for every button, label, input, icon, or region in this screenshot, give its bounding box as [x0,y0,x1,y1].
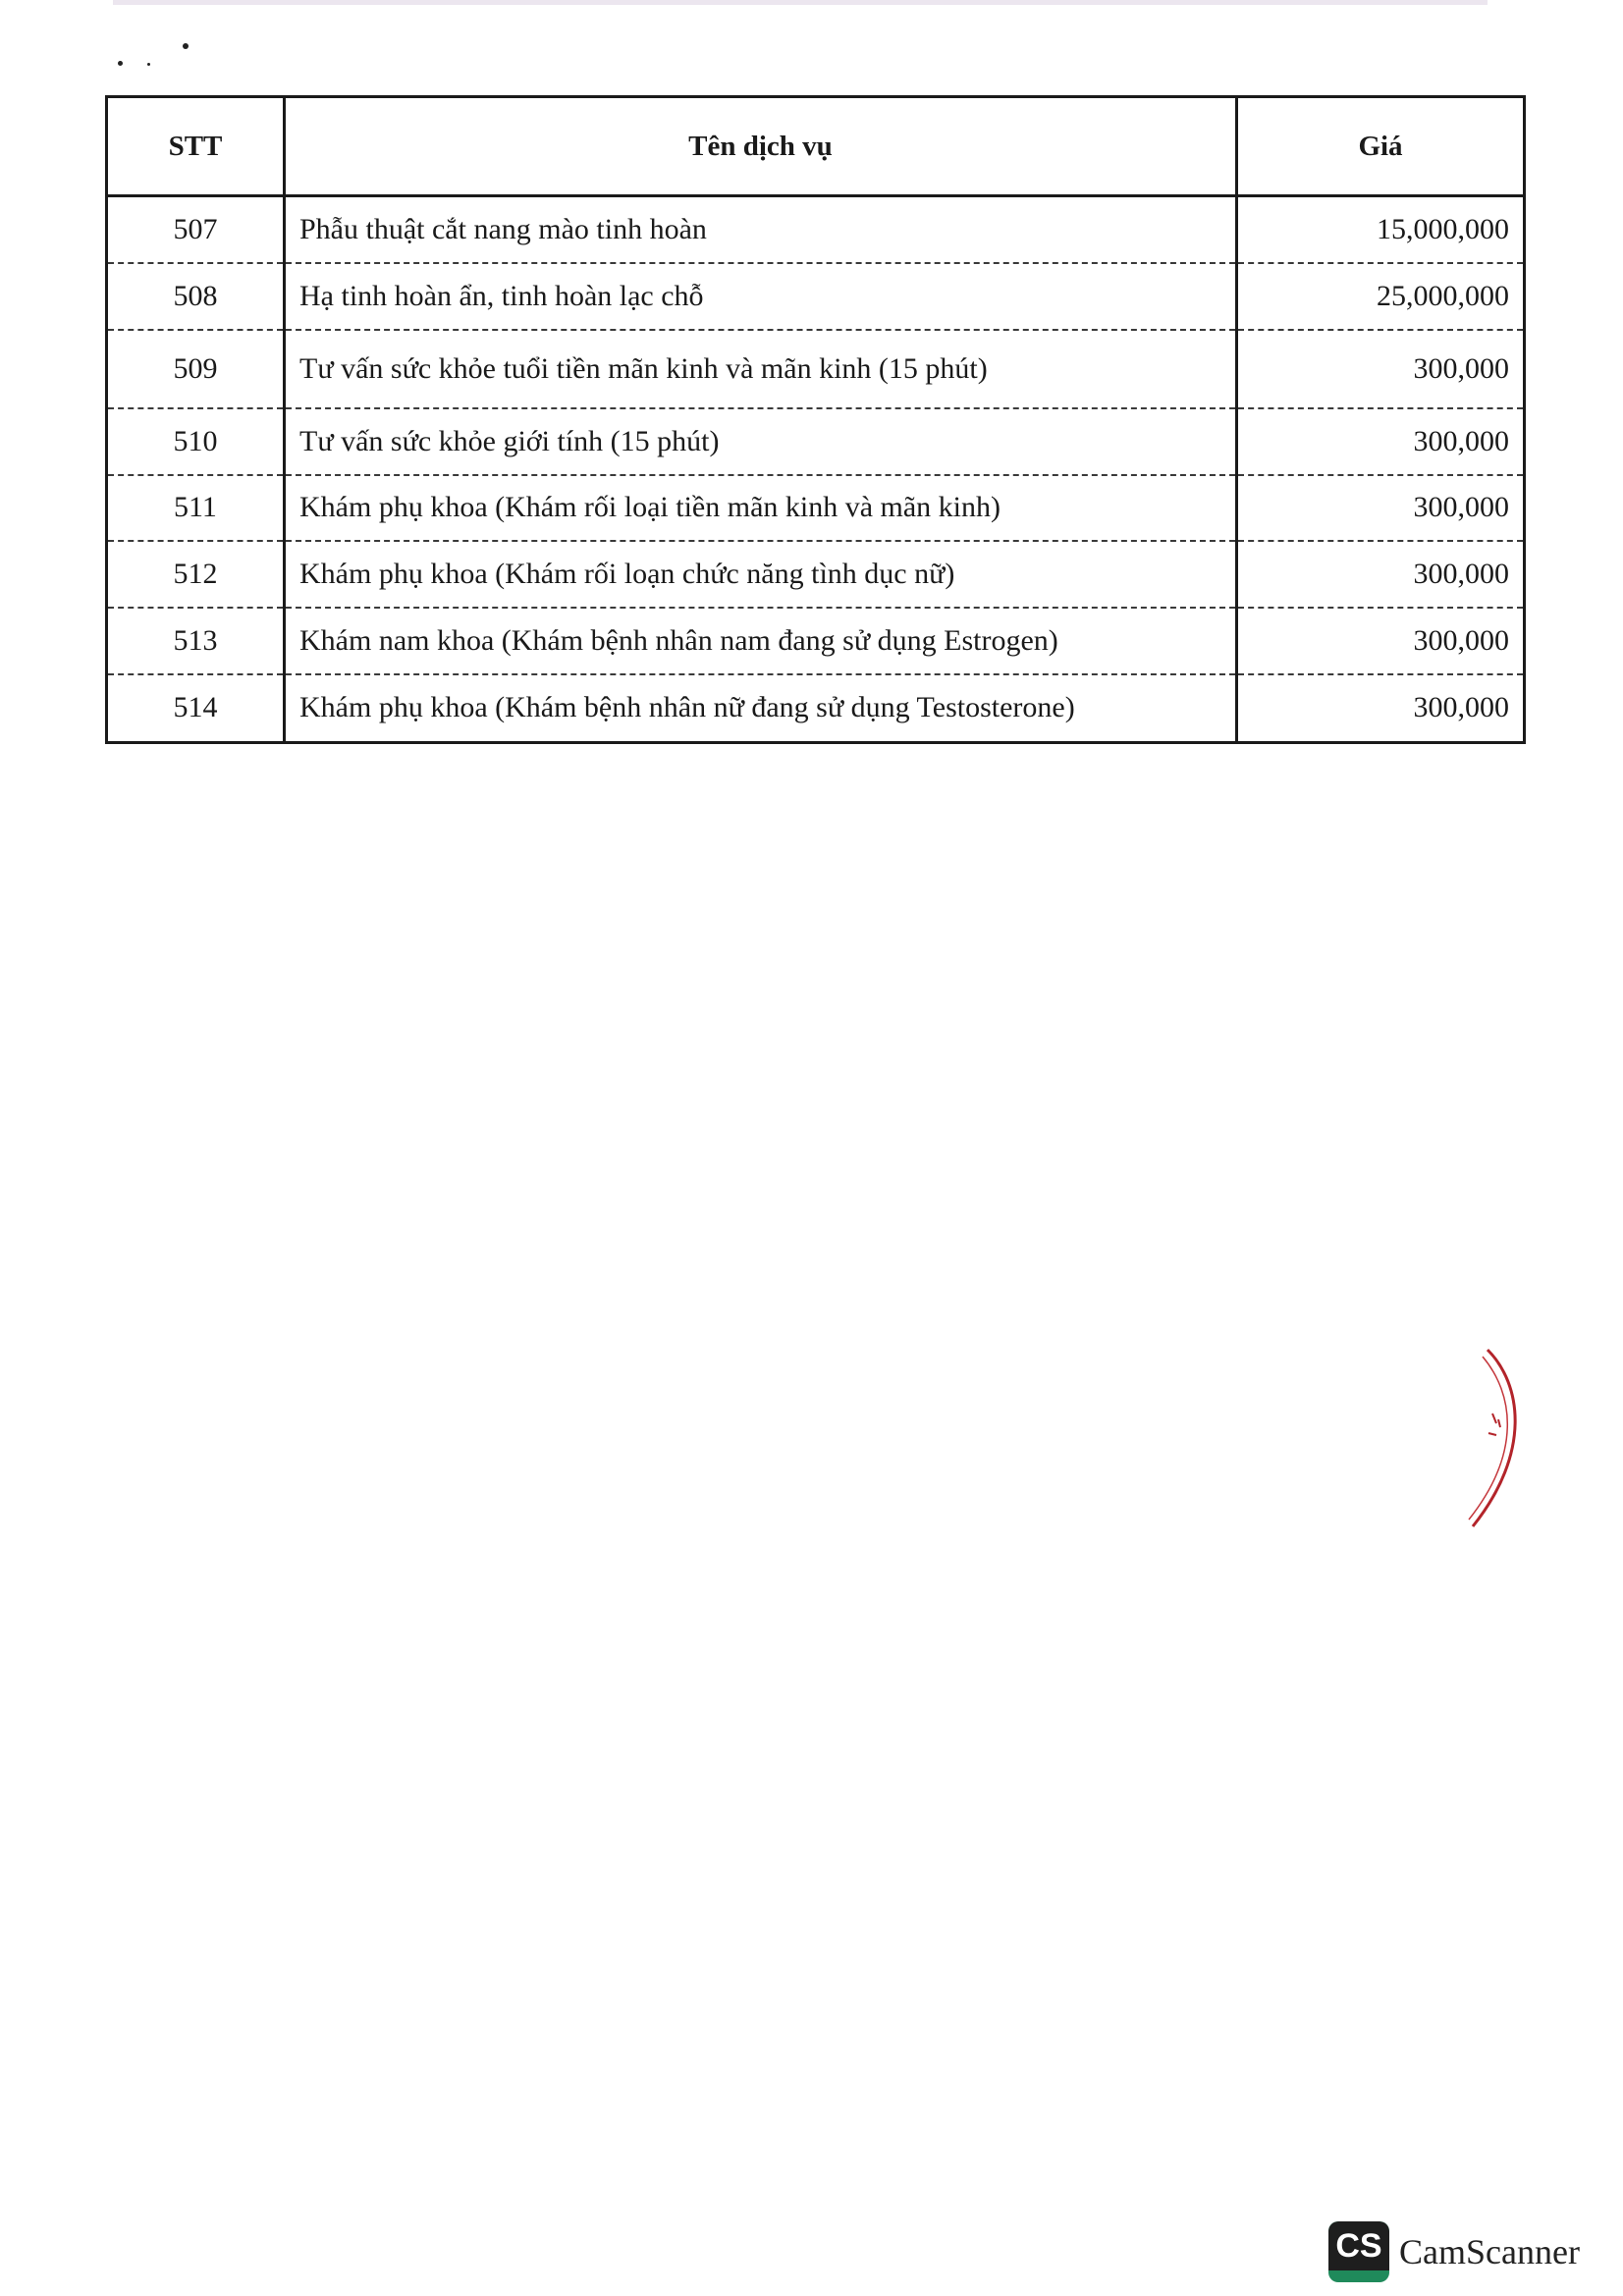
row-price: 300,000 [1237,408,1525,475]
row-service-name: Khám phụ khoa (Khám rối loạn chức năng tình dục nữ) [285,541,1237,608]
header-price: Giá [1237,97,1525,196]
row-price: 15,000,000 [1237,196,1525,263]
row-price: 300,000 [1237,330,1525,408]
row-service-name: Hạ tinh hoàn ẩn, tinh hoàn lạc chỗ [285,263,1237,330]
row-price: 300,000 [1237,674,1525,743]
table-row [107,475,1525,541]
row-service-name: Phẫu thuật cắt nang mào tinh hoàn [285,196,1237,263]
row-price: 25,000,000 [1237,263,1525,330]
row-service-name: Khám phụ khoa (Khám rối loại tiền mãn kinh và mãn kinh) [285,475,1237,541]
scan-top-edge [113,0,1488,5]
table-row [107,408,1525,475]
row-service-name: Khám phụ khoa (Khám bệnh nhân nữ đang sử dụng Testosterone) [285,674,1237,743]
header-stt: STT [107,97,285,196]
table-row [107,196,1525,263]
row-service-name: Khám nam khoa (Khám bệnh nhân nam đang sử dụng Estrogen) [285,608,1237,674]
camscanner-watermark [1328,2221,1580,2282]
table-row [107,263,1525,330]
row-price: 300,000 [1237,608,1525,674]
row-stt: 509 [107,330,285,408]
row-stt: 511 [107,475,285,541]
speck [183,43,189,49]
red-stamp-fragment [1453,1345,1542,1541]
row-stt: 512 [107,541,285,608]
row-price: 300,000 [1237,541,1525,608]
row-stt: 513 [107,608,285,674]
row-stt: 508 [107,263,285,330]
row-price: 300,000 [1237,475,1525,541]
scan-specks [116,39,204,79]
table-row [107,330,1525,408]
header-service-name: Tên dịch vụ [285,97,1237,196]
row-service-name: Tư vấn sức khỏe tuổi tiền mãn kinh và mãn kinh (15 phút) [285,330,1237,408]
table-row [107,541,1525,608]
camscanner-logo-icon [1328,2221,1389,2282]
service-price-table [105,95,1526,744]
row-stt: 507 [107,196,285,263]
row-stt: 514 [107,674,285,743]
speck [147,63,150,66]
row-stt: 510 [107,408,285,475]
table-row [107,608,1525,674]
row-service-name: Tư vấn sức khỏe giới tính (15 phút) [285,408,1237,475]
table-header-row [107,97,1525,196]
camscanner-badge-text: CS [1328,2221,1389,2270]
camscanner-text: CamScanner [1399,2232,1580,2271]
table-row [107,674,1525,743]
speck [118,61,123,66]
